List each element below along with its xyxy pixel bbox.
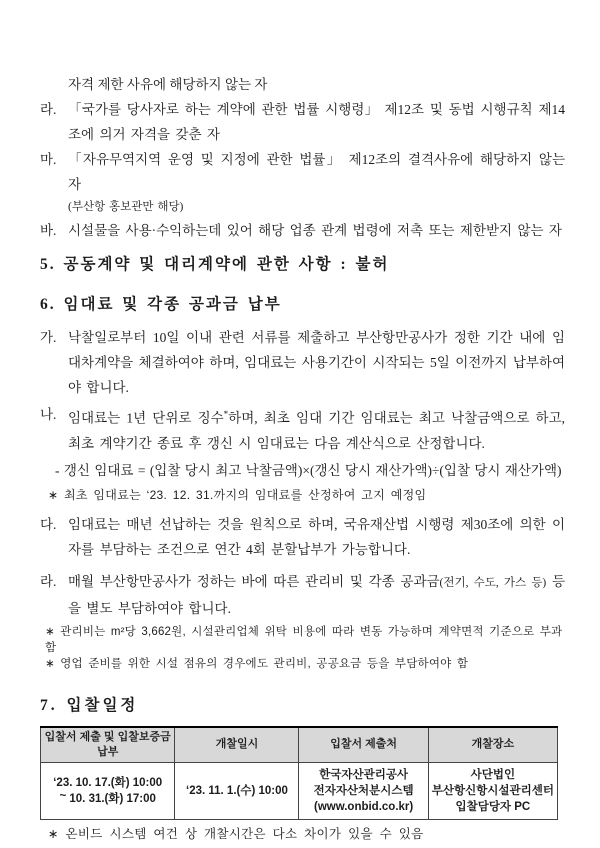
qualification-item-ra [40, 97, 565, 147]
submission-place-line3: (www.onbid.co.kr) [313, 800, 414, 813]
tilde: ~ [59, 789, 67, 802]
table-data-row [41, 762, 558, 819]
submission-place-line2: 전자자산처분시스템 [313, 784, 414, 797]
item-label: 라. [40, 102, 57, 117]
item-text-part-a: 매월 부산항만공사가 정하는 바에 따른 관리비 및 각종 공과금 [68, 573, 440, 589]
initial-rent-footnote: ∗ 최초 임대료는 ‘23. 12. 31.까지의 임대료를 산정하여 고지 예정임 [48, 487, 427, 502]
renewal-rent-formula: - 갱신 임대료 = (입찰 당시 최고 낙찰금액)×(갱신 당시 재산가액)÷(입찰 당시 재산가액) [55, 462, 562, 478]
opening-place-line1: 사단법인 [470, 768, 516, 781]
continuation-line: 자격 제한 사유에 해당하지 않는 자 [68, 77, 268, 92]
item-label: 라. [40, 573, 57, 589]
rent-item-na [40, 402, 565, 456]
item-text [68, 402, 565, 456]
cell-submission-place [299, 762, 428, 819]
cell-opening-place [428, 762, 557, 819]
qualification-item-ma [40, 147, 565, 218]
section-5-title: 5. 공동계약 및 대리계약에 관한 사항 : 불허 [40, 256, 390, 273]
submission-place-line1: 한국자산관리공사 [319, 768, 409, 781]
table-header-row [41, 727, 558, 763]
header-opening-datetime: 개찰일시 [175, 727, 299, 763]
item-text-part-a: 임대료는 1년 단위로 징수 [68, 410, 224, 426]
onbid-time-footnote: ∗ 온비드 시스템 여건 상 개찰시간은 다소 차이가 있을 수 있음 [48, 826, 424, 841]
item-label: 나. [40, 407, 57, 422]
item-text-group [68, 147, 565, 218]
item-text-part-b: 하며, 최초 임대 기간 임대료는 최고 낙찰금액으로 하고, 최초 계약기간 종료 후 갱신 시 임대료는 다음 계산식으로 산정합니다. [68, 410, 565, 451]
item-text: 낙찰일로부터 10일 이내 관련 서류를 제출하고 부산항만공사가 정한 기간 내에 임대차계약을 체결하여야 하며, 임대료는 사용기간이 시작되는 5일 이전까지 납부하여야 합니다. [68, 330, 565, 395]
item-label: 가. [40, 330, 57, 345]
header-submission-place: 입찰서 제출처 [299, 727, 428, 763]
header-submission-period: 입찰서 제출 및 입찰보증금 납부 [41, 727, 175, 763]
cell-opening-datetime: ‘23. 11. 1.(수) 10:00 [175, 762, 299, 819]
item-text: 「자유무역지역 운영 및 지정에 관한 법률」 제12조의 결격사유에 해당하지 않는 자 [68, 152, 565, 192]
opening-place-line2: 부산항신항시설관리센터 [431, 784, 554, 797]
item-text [68, 569, 565, 621]
item-text-small: (전기, 수도, 가스 등) [439, 576, 547, 589]
rent-item-ga [40, 325, 565, 400]
management-fee-note: ∗ 관리비는 m²당 3,662원, 시설관리업체 위탁 비용에 따라 변동 가능하며 계약면적 기준으로 부과함 [45, 625, 563, 654]
rent-item-da [40, 512, 565, 562]
item-text: 「국가를 당사자로 하는 계약에 관한 법률 시행령」 제12조 및 동법 시행규칙 제14조에 의거 자격을 갖춘 자 [68, 102, 565, 142]
qualification-item-ba [40, 218, 565, 243]
item-note: (부산항 홍보관만 해당) [68, 201, 184, 213]
section-6-title: 6. 임대료 및 각종 공과금 납부 [40, 296, 282, 313]
item-label: 마. [40, 152, 57, 167]
header-opening-place: 개찰장소 [428, 727, 557, 763]
item-text: 시설물을 사용·수익하는데 있어 해당 업종 관계 법령에 저촉 또는 제한받지 않는 자 [68, 223, 562, 238]
section-7-title: 7. 입찰일정 [40, 696, 139, 714]
item-label: 바. [40, 223, 57, 238]
submission-period-line1: ‘23. 10. 17.(화) 10:00 [53, 776, 163, 789]
opening-place-line3: 입찰담당자 PC [455, 800, 531, 813]
rent-item-ra [40, 569, 565, 621]
bid-schedule-table [40, 726, 558, 820]
item-label: 다. [40, 516, 57, 532]
submission-period-line2: ~ 10. 31.(화) 17:00 [59, 789, 156, 805]
item-text-part-b: 등을 별도 부담하여야 합니다. [68, 573, 565, 616]
footnote-marker: * [223, 409, 229, 419]
management-fee-notes [45, 624, 565, 672]
occupancy-fee-note: ∗ 영업 준비를 위한 시설 점유의 경우에도 관리비, 공공요금 등을 부담하여야 함 [45, 657, 469, 670]
cell-submission-period [41, 762, 175, 819]
item-text: 임대료는 매년 선납하는 것을 원칙으로 하며, 국유재산법 시행령 제30조에 의한 이자를 부담하는 조건으로 연간 4회 분할납부가 가능합니다. [68, 516, 565, 557]
